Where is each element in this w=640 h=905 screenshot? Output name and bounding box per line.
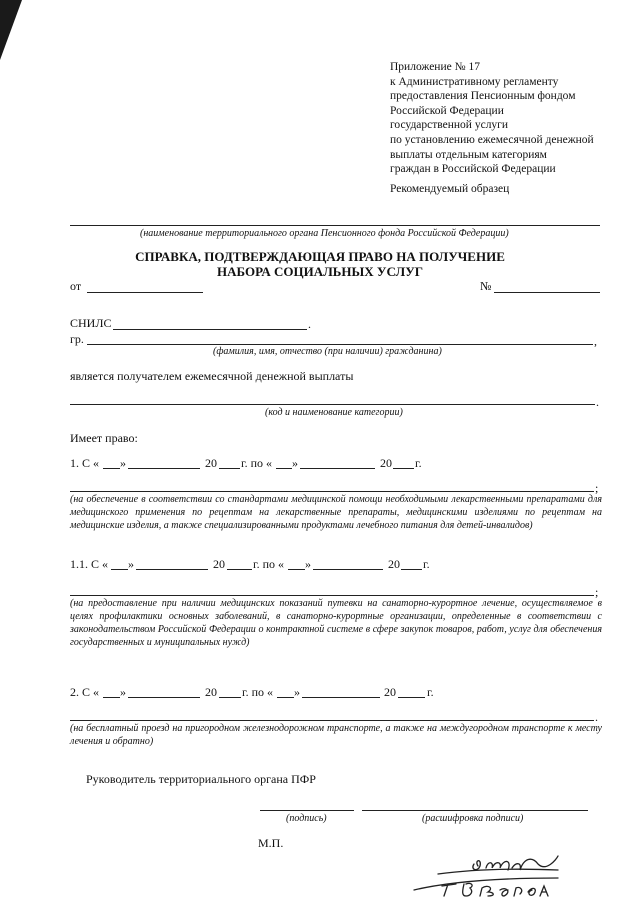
benefit-1-1-description: (на предоставление при наличии медицинских показаний путевки на санаторно-курортное лечение, осуществляемое в целях профилактики основных заболеваний, в санаторно-курортные организации, определенные в соответствии с законодательством Российской Федерации о контрактной системе в сфере закупок товаров, работ, услуг для обеспечения государственных и муниципальных нужд): [70, 598, 602, 648]
benefit-2-description: (на бесплатный проезд на пригородном железнодорожном транспорте, а также на междугородном транспорте к месту лечения и обратно): [70, 723, 602, 747]
scan-corner-shadow: [0, 0, 22, 60]
quote-mark: »: [120, 685, 126, 699]
handwritten-signature: [408, 852, 568, 902]
punctuation: ;: [595, 481, 599, 495]
appendix-line: Приложение № 17: [390, 61, 480, 73]
appendix-line: по установлению ежемесячной денежной: [390, 133, 594, 146]
signature-caption: (подпись): [286, 813, 327, 824]
period-1-1-start-month[interactable]: [136, 569, 208, 570]
document-title-line1: СПРАВКА, ПОДТВЕРЖДАЮЩАЯ ПРАВО НА ПОЛУЧЕНИЕ: [135, 249, 505, 264]
period-1-1-extra-line[interactable]: [70, 595, 594, 596]
year-prefix: 20: [388, 557, 400, 571]
period-2-start-month[interactable]: [128, 697, 200, 698]
period-1-extra-line[interactable]: [70, 491, 594, 492]
from-label: от: [70, 279, 82, 293]
period-1-1-end-year[interactable]: [401, 569, 422, 570]
punctuation: .: [308, 317, 311, 331]
quote-mark: »: [305, 557, 311, 571]
year-prefix: 20: [205, 456, 217, 470]
period-1-1-end-day[interactable]: [288, 569, 305, 570]
period-prefix: 2. С «: [70, 685, 100, 699]
punctuation: ,: [594, 334, 597, 348]
document-title-line2: НАБОРА СОЦИАЛЬНЫХ УСЛУГ: [216, 264, 424, 279]
year-prefix: 20: [205, 685, 217, 699]
has-right-label: Имеет право:: [70, 431, 138, 445]
appendix-block: [390, 60, 594, 177]
snils-field[interactable]: [113, 329, 307, 330]
sample-note: Рекомендуемый образец: [390, 183, 510, 195]
period-2-end-day[interactable]: [277, 697, 294, 698]
quote-mark: »: [120, 456, 126, 470]
period-1-end-year[interactable]: [393, 468, 414, 469]
period-1-1-start-year[interactable]: [227, 569, 252, 570]
appendix-line: выплаты отдельным категориям: [390, 148, 547, 161]
period-prefix: 1. С «: [70, 456, 100, 470]
period-mid: г. по «: [241, 456, 272, 470]
period-2-start-year[interactable]: [219, 697, 241, 698]
period-end: г.: [415, 456, 422, 470]
head-label: Руководитель территориального органа ПФР: [86, 772, 316, 786]
citizen-label: гр.: [70, 332, 84, 346]
number-field[interactable]: [494, 292, 600, 293]
period-mid: г. по «: [242, 685, 273, 699]
period-end: г.: [427, 685, 434, 699]
period-end: г.: [423, 557, 430, 571]
year-prefix: 20: [384, 685, 396, 699]
punctuation: .: [595, 710, 598, 724]
period-1-start-year[interactable]: [219, 468, 240, 469]
year-prefix: 20: [380, 456, 392, 470]
quote-mark: »: [128, 557, 134, 571]
period-1-start-day[interactable]: [103, 468, 120, 469]
appendix-line: к Административному регламенту: [390, 75, 559, 88]
citizen-name-field[interactable]: [87, 344, 593, 345]
period-prefix: 1.1. С «: [70, 557, 109, 571]
stamp-label: М.П.: [258, 836, 284, 850]
appendix-line: предоставления Пенсионным фондом: [390, 90, 576, 103]
period-2-end-year[interactable]: [398, 697, 425, 698]
year-prefix: 20: [213, 557, 225, 571]
number-label: №: [480, 279, 492, 293]
period-1-1-end-month[interactable]: [313, 569, 383, 570]
org-name-line[interactable]: [70, 225, 600, 226]
period-1-start-month[interactable]: [128, 468, 200, 469]
punctuation: ;: [595, 585, 599, 599]
appendix-line: граждан в Российской Федерации: [390, 163, 556, 176]
decoding-caption: (расшифровка подписи): [422, 813, 524, 824]
signature-field[interactable]: [260, 810, 354, 811]
quote-mark: »: [292, 456, 298, 470]
snils-label: СНИЛС: [70, 316, 112, 330]
period-1-1-start-day[interactable]: [111, 569, 128, 570]
quote-mark: »: [294, 685, 300, 699]
appendix-line: государственной услуги: [390, 119, 509, 132]
category-field[interactable]: [70, 404, 595, 405]
citizen-name-caption: (фамилия, имя, отчество (при наличии) гражданина): [213, 346, 442, 357]
period-1-end-day[interactable]: [276, 468, 292, 469]
category-caption: (код и наименование категории): [265, 407, 403, 418]
period-2-end-month[interactable]: [302, 697, 380, 698]
period-2-start-day[interactable]: [103, 697, 120, 698]
period-1-end-month[interactable]: [300, 468, 375, 469]
period-2-extra-line[interactable]: [70, 720, 594, 721]
punctuation: .: [596, 395, 599, 409]
appendix-line: Российской Федерации: [390, 104, 504, 117]
signature-decoding-field[interactable]: [362, 810, 588, 811]
recipient-text: является получателем ежемесячной денежной выплаты: [70, 369, 354, 383]
benefit-1-description: (на обеспечение в соответствии со стандартами медицинской помощи необходимыми лекарственными препаратами для медицинского применения по рецептам на лекарственные препараты, медицинскими изделиями по рецептам на медицинские изделия, а также специализированными продуктами лечебного питания для детей-инвалидов): [70, 494, 602, 531]
date-field[interactable]: [87, 292, 203, 293]
org-name-caption: (наименование территориального органа Пенсионного фонда Российской Федерации): [140, 228, 509, 239]
period-mid: г. по «: [253, 557, 284, 571]
